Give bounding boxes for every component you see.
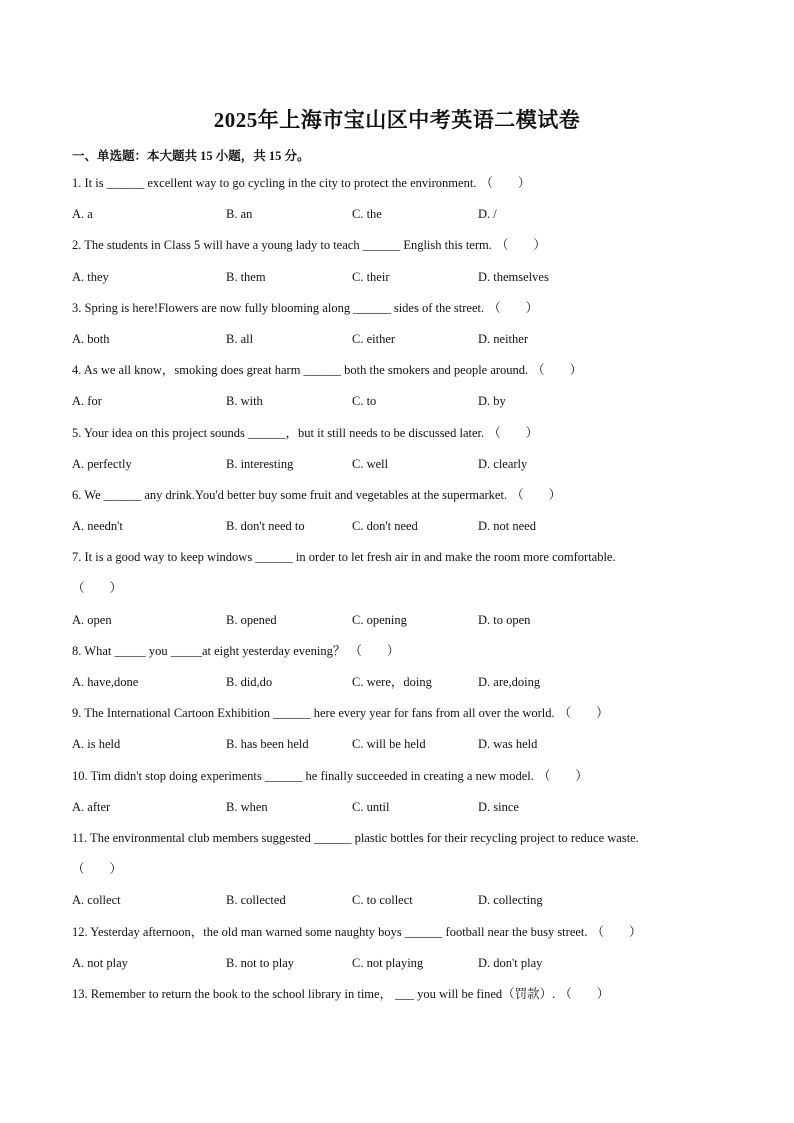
option-d: D. themselves: [478, 269, 549, 284]
answer-blank: （ ）: [559, 986, 610, 1001]
option-c: C. the: [352, 207, 382, 222]
options-row: [72, 449, 722, 480]
option-b: B. when: [226, 799, 268, 814]
answer-blank: （ ）: [532, 363, 583, 378]
option-b: B. opened: [226, 612, 277, 627]
option-a: A. for: [72, 394, 102, 409]
question-stem: [72, 761, 722, 792]
option-d: D. are,doing: [478, 675, 541, 689]
options-row: [72, 199, 722, 230]
answer-blank-row: [72, 573, 722, 604]
question-text: 12. Yesterday afternoon，the old man warned some naughty boys ______ football near the busy street.: [72, 924, 588, 939]
option-a: A. not play: [72, 955, 128, 970]
option-c: C. to collect: [352, 893, 413, 908]
answer-blank: （ ）: [72, 862, 123, 877]
option-d: D. to open: [478, 612, 531, 627]
answer-blank: （ ）: [72, 581, 123, 596]
question-stem: [72, 480, 722, 511]
question-stem: [72, 636, 722, 667]
question-text: 2. The students in Class 5 will have a young lady to teach ______ English this term.: [72, 238, 492, 253]
section-heading: 一、单选题：本大题共 15 小题，共 15 分。: [72, 149, 310, 163]
options-row: [72, 792, 722, 823]
options-row: [72, 667, 722, 698]
answer-blank: （ ）: [591, 924, 642, 939]
option-d: D. neither: [478, 331, 528, 346]
question-text: 3. Spring is here!Flowers are now fully blooming along ______ sides of the street.: [72, 300, 485, 315]
question-text: 6. We ______ any drink.You'd better buy some fruit and vegetables at the supermarket.: [72, 487, 508, 502]
question-stem: [72, 230, 722, 261]
answer-blank: （ ）: [558, 706, 609, 721]
option-d: D. don't play: [478, 955, 543, 970]
options-row: [72, 948, 722, 979]
option-b: B. collected: [226, 893, 286, 908]
answer-blank: （ ）: [537, 768, 588, 783]
question-list: [72, 168, 722, 1010]
question-text: 9. The International Cartoon Exhibition ______ here every year for fans from all over the world.: [72, 706, 555, 721]
option-b: B. did,do: [226, 675, 273, 689]
option-a: A. perfectly: [72, 456, 132, 471]
option-d: D. since: [478, 799, 519, 814]
option-b: B. all: [226, 331, 254, 346]
option-c: C. either: [352, 331, 396, 346]
options-row: [72, 605, 722, 636]
options-row: [72, 262, 722, 293]
options-row: [72, 324, 722, 355]
option-b: B. not to play: [226, 955, 295, 970]
option-a: A. collect: [72, 893, 121, 908]
option-d: D. by: [478, 394, 506, 409]
question-stem: [72, 542, 722, 573]
option-b: B. has been held: [226, 737, 309, 752]
answer-blank: （ ）: [495, 238, 546, 253]
options-row: [72, 729, 722, 760]
option-b: B. with: [226, 394, 263, 409]
question-stem: [72, 823, 722, 854]
options-row: [72, 885, 722, 916]
option-d: D. clearly: [478, 456, 528, 471]
question-text: 11. The environmental club members suggested ______ plastic bottles for their recycling project to reduce waste.: [72, 830, 639, 845]
question-text: 8. What _____ you _____at eight yesterday evening？: [72, 643, 346, 658]
question-text: 13. Remember to return the book to the school library in time， ___ you will be fined（罚款）.: [72, 986, 556, 1001]
option-c: C. were，doing: [352, 675, 432, 689]
question-stem: [72, 917, 722, 948]
option-a: A. needn't: [72, 519, 123, 534]
option-c: C. to: [352, 394, 377, 409]
question-text: 1. It is ______ excellent way to go cycling in the city to protect the environment.: [72, 176, 477, 190]
answer-blank: （ ）: [480, 176, 531, 190]
option-c: C. don't need: [352, 519, 418, 534]
question-text: 10. Tim didn't stop doing experiments ______ he finally succeeded in creating a new model.: [72, 768, 534, 783]
question-text: 7. It is a good way to keep windows ______ in order to let fresh air in and make the room more comfortable.: [72, 550, 616, 565]
question-stem: [72, 698, 722, 729]
option-a: A. they: [72, 269, 109, 284]
option-a: A. is held: [72, 737, 121, 752]
question-stem: [72, 293, 722, 324]
option-c: C. opening: [352, 612, 407, 627]
option-c: C. not playing: [352, 955, 424, 970]
answer-blank-row: [72, 854, 722, 885]
question-stem: [72, 979, 722, 1010]
answer-blank: （ ）: [511, 487, 562, 502]
option-b: B. them: [226, 269, 266, 284]
option-c: C. well: [352, 456, 389, 471]
options-row: [72, 386, 722, 417]
option-b: B. an: [226, 207, 253, 222]
option-a: A. both: [72, 331, 110, 346]
option-c: C. will be held: [352, 737, 426, 752]
option-a: A. have,done: [72, 675, 139, 689]
question-text: 4. As we all know，smoking does great harm ______ both the smokers and people around.: [72, 363, 529, 378]
question-stem: [72, 418, 722, 449]
answer-blank: （ ）: [349, 643, 400, 658]
option-d: D. /: [478, 207, 497, 222]
option-d: D. was held: [478, 737, 538, 752]
option-c: C. their: [352, 269, 390, 284]
option-b: B. interesting: [226, 456, 294, 471]
option-a: A. after: [72, 799, 111, 814]
question-text: 5. Your idea on this project sounds ______，but it still needs to be discussed later.: [72, 425, 485, 440]
option-d: D. collecting: [478, 893, 543, 908]
answer-blank: （ ）: [488, 425, 539, 440]
answer-blank: （ ）: [488, 300, 539, 315]
option-d: D. not need: [478, 519, 536, 534]
question-stem: [72, 355, 722, 386]
option-a: A. open: [72, 612, 112, 627]
option-a: A. a: [72, 207, 93, 222]
option-b: B. don't need to: [226, 519, 305, 534]
question-stem: [72, 168, 722, 199]
option-c: C. until: [352, 799, 390, 814]
options-row: [72, 511, 722, 542]
page-title: 2025年上海市宝山区中考英语二模试卷: [213, 108, 581, 132]
